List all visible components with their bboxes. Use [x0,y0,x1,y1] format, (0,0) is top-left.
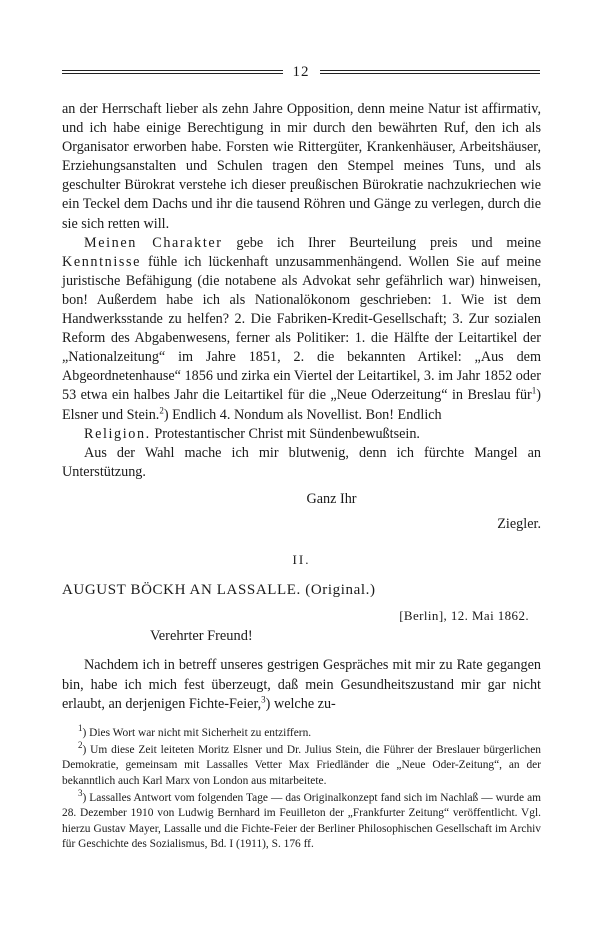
footnote-3 [62,788,541,852]
letter-salutation: Verehrter Freund! [150,628,253,645]
emphasis-character: Meinen Charakter [84,234,223,251]
footnote-ref-1: 1 [531,385,537,396]
page-number: 12 [292,63,310,80]
footnote-2 [62,740,541,789]
footnote-text: ) Lassalles Antwort vom folgenden Tage — das Originalkonzept fand sich im Nachlaß — wurde am 28. Dezember 1910 von Ludwig Bernhard im Feuilleton der „Frankfurter Zeitung“ veröffentlicht. Vgl. hierzu Gustav Mayer, Lassalle und die Fichte-Feier der Berliner Philosophischen Gesellschaft im Archiv für Geschichte des Sozialismus, Bd. I (1911), S. 176 ff. [62,791,541,850]
letter-heading [62,581,541,600]
footnote-ref-2: 2 [159,404,164,415]
letter-closing: Ganz Ihr [306,490,357,507]
paragraph-text: fühle ich lückenhaft unzusammenhängend. Wollen Sie auf meine juristische Befähigung (die notabene als Advokat sehr gefährlich war) hinweisen, bon! Außerdem habe ich als Nationalökonom geschrieben: 1. Wie ist dem Handwerksstande zu helfen? 2. Die Fabriken-Kredit-Gesellschaft; 3. Zur sozialen Reform des Abgabenwesens, ferner als Politiker: 1. die Hälfte der Leitartikel der „Nationalzeitung“ im Jahre 1851, 2. die bekannten Artikel: „Aus dem Abgeordnetenhause“ 1856 und zirka ein Viertel der Leitartikel, 3. im Jahr 1852 oder 53 etwa ein halbes Jahr die Leitartikel für die „Neue Oderzeitung“ in Breslau für [62,253,541,404]
page-body [62,100,541,854]
footnote-ref-3: 3 [261,693,266,704]
letter-number: II. [292,552,311,568]
paragraph-choice: Aus der Wahl mache ich mir blutwenig, denn ich fürchte Mangel an Unterstützung. [62,444,541,480]
letter-title: AUGUST BÖCKH AN LASSALLE. [62,582,301,599]
letter-dateline: [Berlin], 12. Mai 1862. [399,608,529,624]
paragraph-text: Nachdem ich in betreff unseres gestrigen Gespräches mit mir zu Rate gegangen bin, habe ich mich fest überzeugt, daß mein Gesundheitszustand mir gar nicht erlaubt, an derjenigen Fichte-Feier, [62,657,541,712]
footnote-text: ) Um diese Zeit leiteten Moritz Elsner und Dr. Julius Stein, die Führer der Breslauer bürgerlichen Demokratie, gemeinsam mit Lassalles Vetter Max Friedländer die „Neue Oder-Zeitung“, an der bekanntlich auch Karl Marx von London aus mitarbeitete. [62,744,541,787]
emphasis-knowledge: Kenntnisse [62,253,142,270]
paragraph-text: ) Endlich 4. Nondum als Novellist. Bon! Endlich [163,406,442,423]
letter-signature: Ziegler. [497,515,541,532]
footnote-mark: 2 [78,740,83,751]
letter-title-note: (Original.) [300,582,376,599]
footnotes [62,722,541,852]
paragraph-text: Protestantischer Christ mit Sündenbewußtsein. [150,425,420,442]
paragraph-text: ) welche zu- [265,695,336,712]
paragraph-continuation: an der Herrschaft lieber als zehn Jahre Opposition, denn meine Natur ist affirmativ, und ich habe einige Berechtigung in mir durch den bewährten Ruf, den ich als Organisator erworben habe. Forsten wie Rittergüter, Krankenhäuser, Arbeitshäuser, Erziehungsanstalten und Schulen tragen den Stempel meines Tuns, und als geschulter Bürokrat verstehe ich dieser preußischen Bürokratie nachzukriechen wie ein Teckel dem Dachs und ihr die tausend Röhren und Gänge zu verlegen, durch die sie sich retten will. [62,101,541,232]
running-header [62,62,540,82]
paragraph-text: ) Elsner und Stein. [62,387,541,423]
footnote-1 [62,722,541,741]
header-rule-right [320,70,541,74]
emphasis-religion: Religion. [84,425,151,442]
footnote-mark: 3 [78,788,83,799]
paragraph-character [62,234,541,425]
header-rule-left [62,70,283,74]
footnote-mark: 1 [78,722,83,733]
paragraph-text: gebe ich Ihrer Beurteilung preis und meine [222,234,542,251]
paragraph-religion [62,425,541,444]
footnote-separator [62,714,541,720]
footnote-text: ) Dies Wort war nicht mit Sicherheit zu entziffern. [82,726,312,739]
letter2-paragraph [62,656,541,713]
